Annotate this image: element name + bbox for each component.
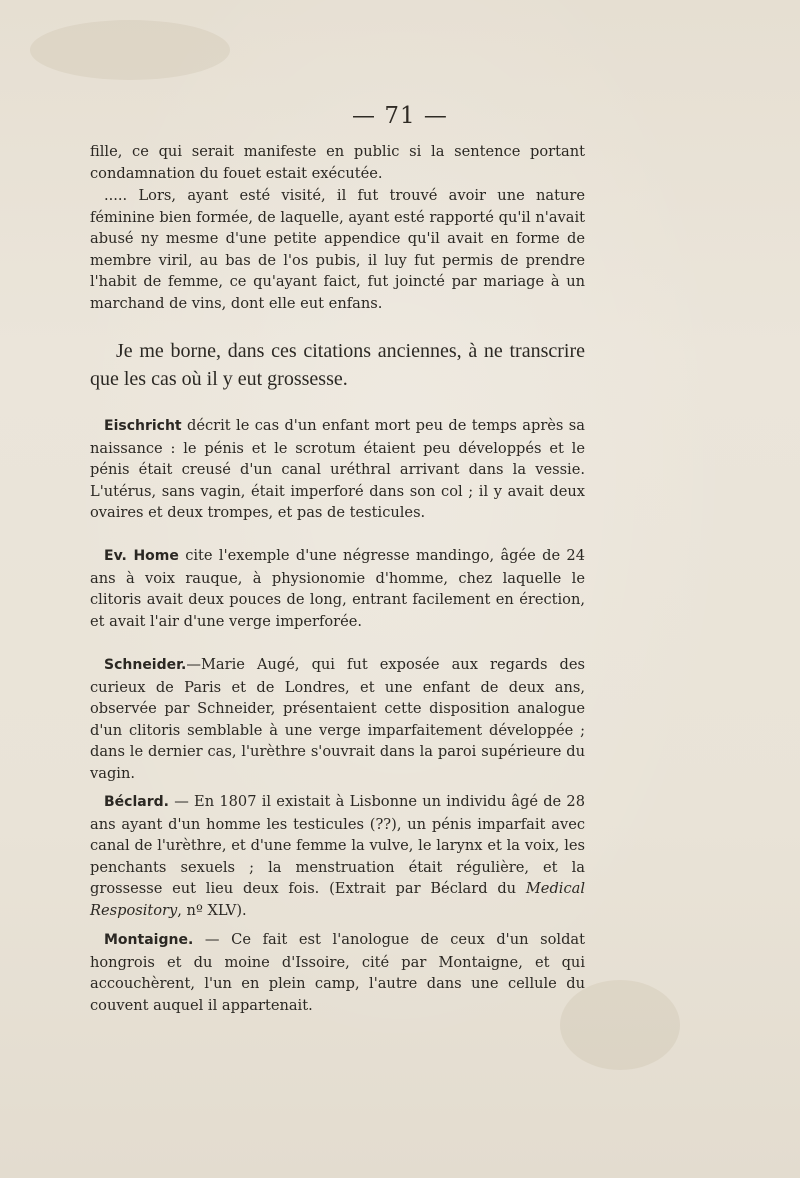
paragraph-statement xyxy=(90,337,585,393)
paragraph-montaigne xyxy=(90,929,585,1016)
page-number: — 71 — xyxy=(352,103,448,129)
author-name: Béclard. xyxy=(104,794,169,810)
paragraph-text: , nº XLV). xyxy=(177,901,247,919)
paragraph-text: — Ce fait est l'anologue de ceux d'un soldat hongrois et du moine d'Issoire, cité par Montaigne, et qui accouchèrent, l'un en plein camp, l'autre dans une cellule du couvent auquel il appartenait. xyxy=(90,931,585,1014)
author-name: Montaigne. xyxy=(104,932,194,948)
paragraph-schneider xyxy=(90,654,585,785)
paragraph-text: fille, ce qui serait manifeste en public si la sentence portant condamnation du fouet estait exécutée. xyxy=(90,143,585,182)
paragraph-text: ..... Lors, ayant esté visité, il fut trouvé avoir une nature féminine bien formée, de laquelle, ayant esté rapporté qu'il n'avait abusé ny mesme d'une petite appendice qu'il avait en forme de membre viril, au bas de l'os pubis, il luy fut permis de prendre l'habit de femme, ce qu'ayant faict, fut joincté par mariage à un marchand de vins, dont elle eut enfans. xyxy=(90,187,585,312)
paragraph-text: décrit le cas d'un enfant mort peu de temps après sa naissance : le pénis et le scrotum étaient peu développés et le pénis était creusé d'un canal uréthral arrivant dans la vessie. L'utérus, sans vagin, était imperforé dans son col ; il y avait deux ovaires et deux trompes, et pas de testicules. xyxy=(90,417,585,522)
paragraph-text: cite l'exemple d'une négresse mandingo, âgée de 24 ans à voix rauque, à physionomie d'homme, chez laquelle le clitoris avait deux pouces de long, entrant facilement en érection, et avait l'air d'une verge imperforée. xyxy=(90,547,585,630)
journal-title: Medical Respository xyxy=(90,880,585,919)
paragraph-beclard xyxy=(90,791,585,922)
paragraph-text: —Marie Augé, qui fut exposée aux regards des curieux de Paris et de Londres, et une enfant de deux ans, observée par Schneider, présentaient cette disposition analogue d'un clitoris semblable à une verge imparfaitement développée ; dans le dernier cas, l'urèthre s'ouvrait dans la paroi supérieure du vagin. xyxy=(90,656,585,782)
author-name: Schneider. xyxy=(104,657,187,673)
paragraph-text: Je me borne, dans ces citations anciennes, à ne transcrire que les cas où il y eut grossesse. xyxy=(90,340,585,390)
paper-stain xyxy=(30,20,230,80)
paragraph-text: — En 1807 il existait à Lisbonne un individu âgé de 28 ans ayant d'un homme les testicules (??), un pénis imparfait avec canal de l'urèthre, et d'une femme la vulve, le larynx et la voix, les penchants sexuels ; la menstruation était régulière, et la grossesse eut lieu deux fois. (Extrait par Béclard du xyxy=(90,793,585,898)
paragraph-home xyxy=(90,545,585,632)
paragraph-eischricht xyxy=(90,415,585,524)
author-name: Eischricht xyxy=(104,418,182,434)
paragraph-quote xyxy=(90,185,585,315)
paragraph-continuation xyxy=(90,141,585,184)
author-name: Ev. Home xyxy=(104,548,179,564)
